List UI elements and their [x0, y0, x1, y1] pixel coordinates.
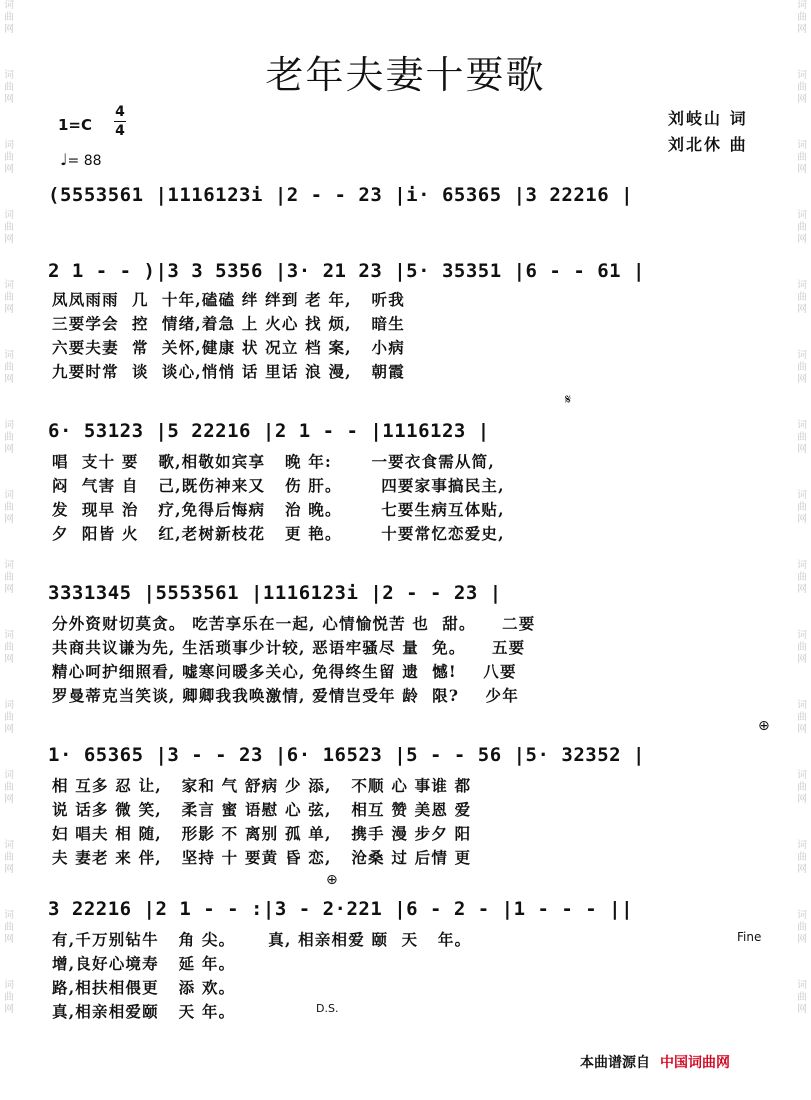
- key-signature: 1=C: [58, 116, 93, 134]
- lyrics-block-1-verse-3: 六要夫妻 常 关怀,健康 状 况立 档 案, 小病: [52, 338, 405, 357]
- notation-line-3: 6· 53123 |5 22216 |2 1 - - |1116123 |: [48, 420, 490, 442]
- segno-icon: 𝄋: [565, 392, 572, 408]
- tempo-marking: [60, 150, 102, 169]
- watermark-text: 词曲网: [4, 210, 14, 245]
- time-sig-line: [114, 121, 126, 122]
- watermark-text: 词曲网: [797, 840, 807, 875]
- lyrics-block-3-verse-2: 共商共议谦为先, 生活琐事少计较, 恶语牢骚尽 量 免。 五要: [52, 638, 526, 657]
- watermark-text: 词曲网: [4, 840, 14, 875]
- fine-marking: Fine: [737, 930, 762, 944]
- lyrics-block-4-verse-2: 说 话多 微 笑, 柔言 蜜 语慰 心 弦, 相互 赞 美恩 爱: [52, 800, 472, 819]
- watermark-left: [2, 0, 16, 1050]
- source-credit: [580, 1052, 730, 1072]
- watermark-text: 词曲网: [4, 350, 14, 385]
- coda-icon: ⊕: [326, 872, 338, 888]
- watermark-text: 词曲网: [4, 630, 14, 665]
- watermark-text: 词曲网: [797, 630, 807, 665]
- score-row-5: [48, 738, 760, 778]
- lyrics-block-5-verse-4: 真,相亲相爱颐 天 年。: [52, 1002, 236, 1021]
- score-row-6: [48, 892, 760, 932]
- notation-line-5: 1· 65365 |3 - - 23 |6· 16523 |5 - - 56 |5· 32352 |: [48, 744, 645, 766]
- watermark-text: 词曲网: [4, 420, 14, 455]
- watermark-text: 词曲网: [4, 770, 14, 805]
- watermark-text: 词曲网: [4, 560, 14, 595]
- watermark-text: 词曲网: [4, 490, 14, 525]
- time-sig-top: 4: [115, 104, 125, 120]
- watermark-text: 词曲网: [4, 910, 14, 945]
- watermark-text: 词曲网: [797, 910, 807, 945]
- time-signature: [114, 104, 126, 139]
- watermark-text: 词曲网: [797, 140, 807, 175]
- watermark-text: 词曲网: [4, 140, 14, 175]
- notation-line-6: 3 22216 |2 1 - - :|3 - 2·221 |6 - 2 - |1 - - - ||: [48, 898, 634, 920]
- lyrics-block-1-verse-4: 九要时常 谈 谈心,悄悄 话 里话 浪 漫, 朝霞: [52, 362, 405, 381]
- notation-line-1: (5553561 |1116123i |2 - - 23 |i· 65365 |3 22216 |: [48, 184, 634, 206]
- watermark-text: 词曲网: [797, 700, 807, 735]
- lyrics-block-5-verse-3: 路,相扶相偎更 添 欢。: [52, 978, 236, 997]
- source-label: 本曲谱源自: [580, 1055, 650, 1071]
- watermark-text: 词曲网: [797, 770, 807, 805]
- lyrics-block-3-verse-1: 分外资财切莫贪。 吃苦享乐在一起, 心情愉悦苦 也 甜。 二要: [52, 614, 536, 633]
- watermark-text: 词曲网: [797, 280, 807, 315]
- lyrics-block-2-verse-3: 发 现早 治 疗,免得后悔病 治 晚。 七要生病互体贴,: [52, 500, 505, 519]
- watermark-right: [795, 0, 809, 1050]
- lyrics-block-1-verse-2: 三要学会 控 情绪,着急 上 火心 找 烦, 暗生: [52, 314, 405, 333]
- lyrics-block-4-verse-1: 相 互多 忍 让, 家和 气 舒病 少 添, 不顺 心 事谁 都: [52, 776, 472, 795]
- watermark-text: 词曲网: [797, 980, 807, 1015]
- notation-line-2: 2 1 - - )|3 3 5356 |3· 21 23 |5· 35351 |6 - - 61 |: [48, 260, 645, 282]
- watermark-text: 词曲网: [797, 0, 807, 35]
- score-row-3: [48, 414, 760, 454]
- lyrics-block-5-verse-2: 增,良好心境寿 延 年。: [52, 954, 236, 973]
- composer-credit: 刘北休 曲: [668, 135, 748, 154]
- score-row-1: [48, 178, 760, 218]
- watermark-text: 词曲网: [797, 490, 807, 525]
- lyrics-block-3-verse-4: 罗曼蒂克当笑谈, 卿卿我我唤激情, 爱情岂受年 龄 限? 少年: [52, 686, 519, 705]
- watermark-text: 词曲网: [4, 70, 14, 105]
- lyrics-block-4-verse-4: 夫 妻老 来 伴, 坚持 十 要黄 昏 恋, 沧桑 过 后情 更: [52, 848, 472, 867]
- watermark-text: 词曲网: [797, 70, 807, 105]
- notation-line-4: 3331345 |5553561 |1116123i |2 - - 23 |: [48, 582, 502, 604]
- lyrics-block-4-verse-3: 妇 唱夫 相 随, 形影 不 离别 孤 单, 携手 漫 步夕 阳: [52, 824, 472, 843]
- lyricist-credit: 刘岐山 词: [668, 109, 748, 128]
- score-row-4: [48, 576, 760, 616]
- song-title: 老年夫妻十要歌: [265, 53, 546, 97]
- tempo-value: = 88: [67, 153, 102, 169]
- watermark-text: 词曲网: [4, 0, 14, 35]
- watermark-text: 词曲网: [4, 980, 14, 1015]
- watermark-text: 词曲网: [797, 420, 807, 455]
- lyrics-block-5-verse-1: 有,千万别钻牛 角 尖。 真, 相亲相爱 颐 天 年。: [52, 930, 472, 949]
- time-sig-bottom: 4: [115, 123, 125, 139]
- watermark-text: 词曲网: [4, 280, 14, 315]
- watermark-text: 词曲网: [797, 210, 807, 245]
- lyrics-block-3-verse-3: 精心呵护细照看, 嘘寒问暖多关心, 免得终生留 遗 憾! 八要: [52, 662, 517, 681]
- lyrics-block-2-verse-1: 唱 支十 要 歌,相敬如宾享 晚 年: 一要衣食需从简,: [52, 452, 495, 471]
- lyrics-block-2-verse-4: 夕 阳皆 火 红,老树新枝花 更 艳。 十要常忆恋爱史,: [52, 524, 505, 543]
- lyrics-block-2-verse-2: 闷 气害 自 己,既伤神来又 伤 肝。 四要家事搞民主,: [52, 476, 505, 495]
- watermark-text: 词曲网: [4, 700, 14, 735]
- coda-icon: ⊕: [758, 718, 770, 734]
- ds-marking: D.S.: [316, 1002, 339, 1015]
- watermark-text: 词曲网: [797, 350, 807, 385]
- lyrics-block-1-verse-1: 凤凤雨雨 几 十年,磕磕 绊 绊到 老 年, 听我: [52, 290, 405, 309]
- watermark-text: 词曲网: [797, 560, 807, 595]
- quarter-note-icon: ♩: [60, 150, 68, 169]
- source-site-link[interactable]: 中国词曲网: [660, 1055, 730, 1071]
